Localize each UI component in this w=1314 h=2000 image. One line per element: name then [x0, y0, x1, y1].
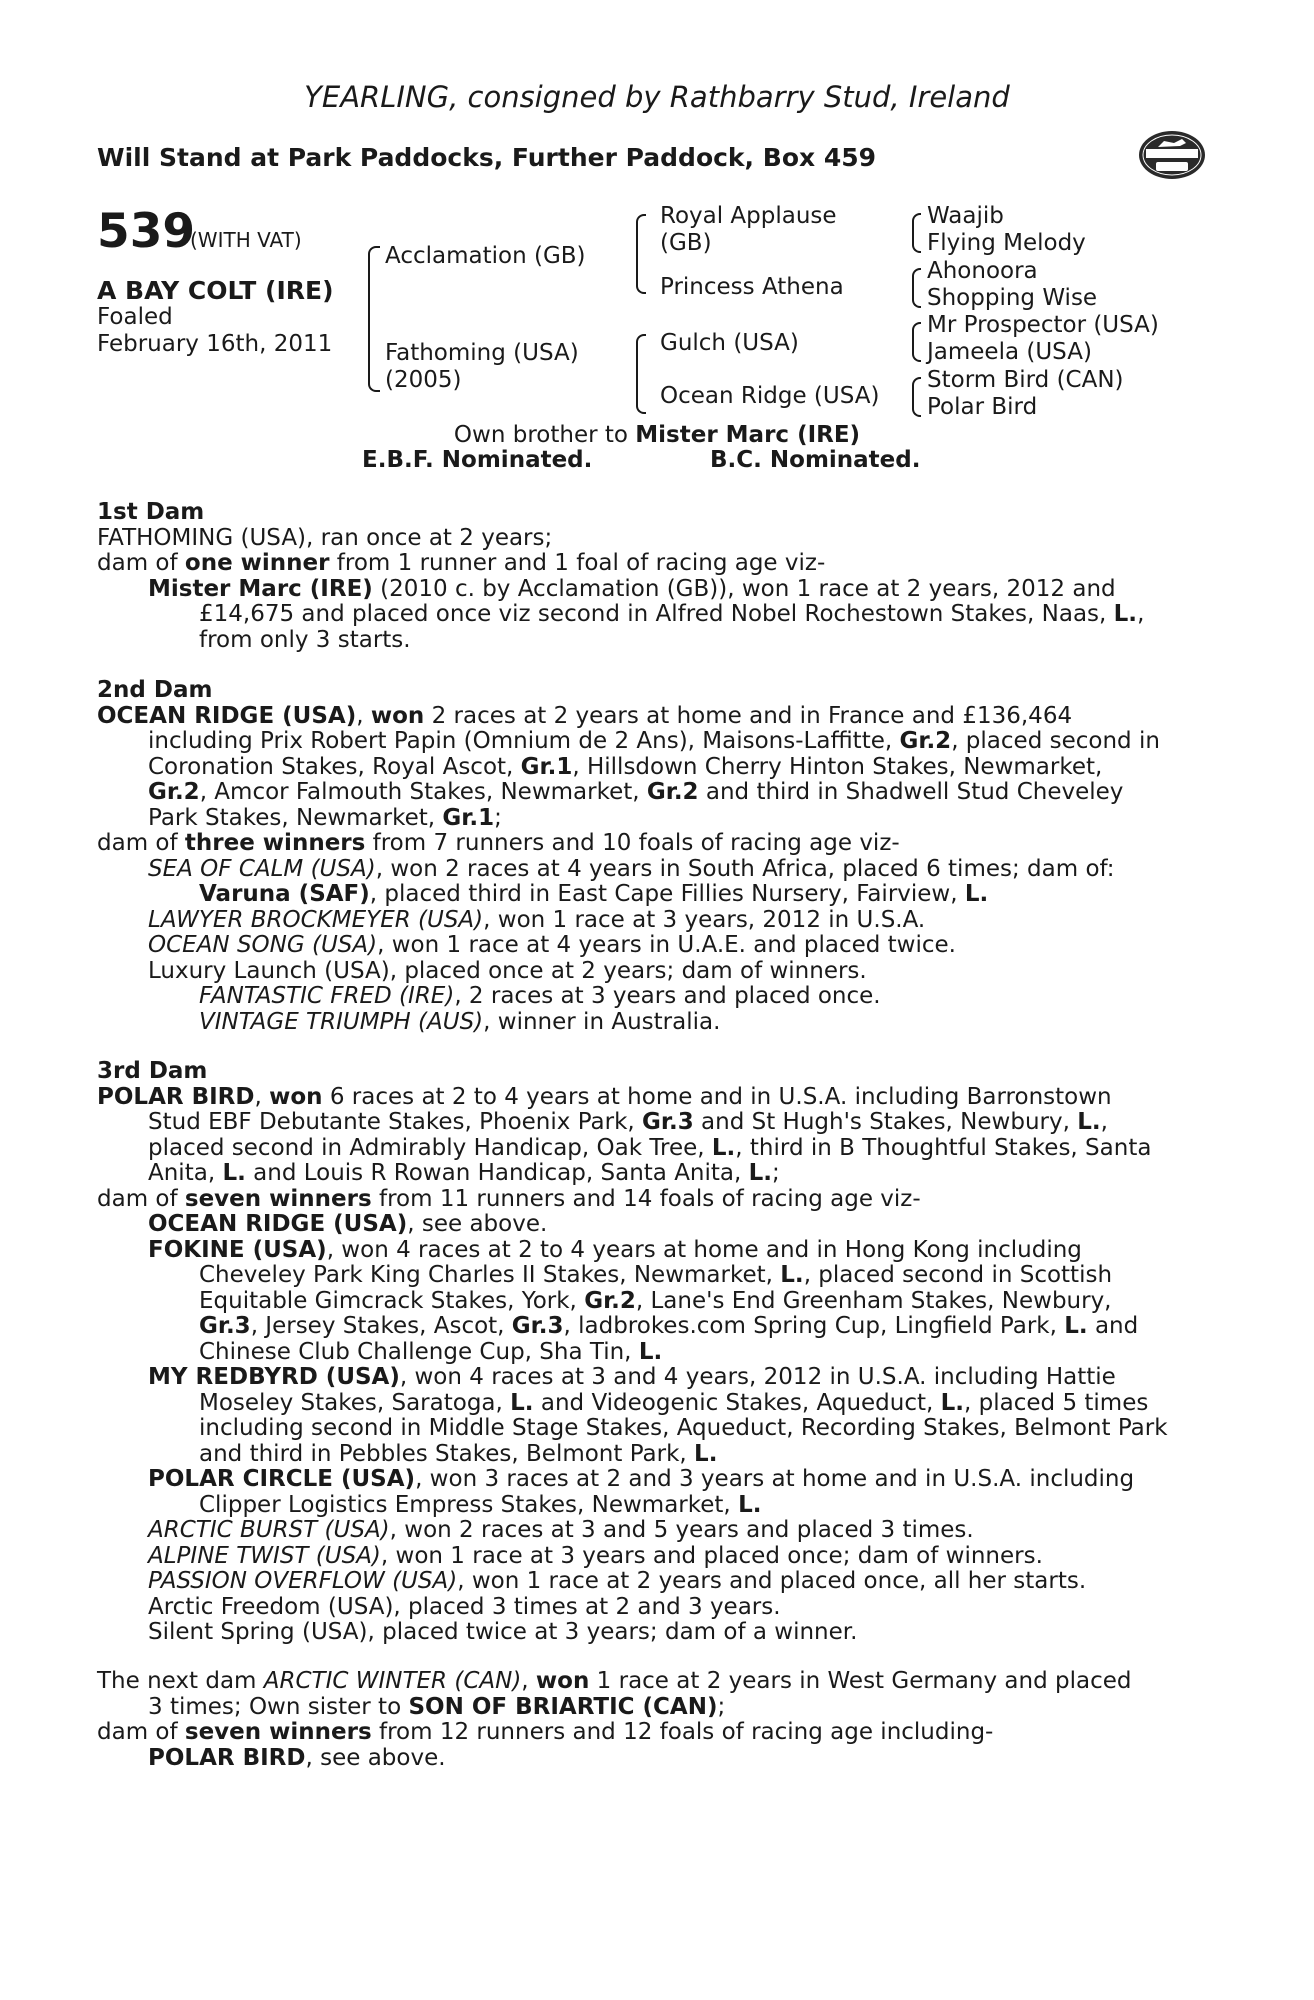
pedigree-dam-sire: Gulch (USA) [660, 330, 799, 356]
third-dam-section [97, 1059, 1168, 1646]
second-dam-line: Varuna (SAF), placed third in East Cape Fillies Nursery, Fairview, L. [199, 881, 989, 907]
first-dam-line: dam of one winner from 1 runner and 1 foal of racing age viz- [97, 550, 826, 576]
third-dam-line: ARCTIC BURST (USA), won 2 races at 3 and 5 years and placed 3 times. [148, 1517, 974, 1543]
third-dam-line: Stud EBF Debutante Stakes, Phoenix Park, Gr.3 and St Hugh's Stakes, Newbury, L., [148, 1109, 1108, 1135]
lot-number: 539 [97, 204, 196, 259]
first-dam-line: Mister Marc (IRE) (2010 c. by Acclamation (GB)), won 1 race at 2 years, 2012 and [148, 575, 1116, 602]
ebf-nominated: E.B.F. Nominated. [362, 447, 593, 473]
third-dam-line: dam of seven winners from 11 runners and 14 foals of racing age viz- [97, 1185, 921, 1212]
bracket-gen3-3 [912, 322, 921, 362]
pedigree-sire-dam: Princess Athena [660, 274, 844, 300]
pedigree-dss: Mr Prospector (USA) [927, 312, 1159, 338]
second-dam-line: VINTAGE TRIUMPH (AUS), winner in Australia. [199, 1008, 721, 1035]
second-dam-line: Coronation Stakes, Royal Ascot, Gr.1, Hillsdown Cherry Hinton Stakes, Newmarket, [148, 753, 1103, 780]
foaled-info [97, 304, 332, 358]
third-dam-line: Clipper Logistics Empress Stakes, Newmarket, L. [199, 1491, 762, 1518]
third-dam-line: Moseley Stakes, Saratoga, L. and Videogenic Stakes, Aqueduct, L., placed 5 times [199, 1389, 1149, 1416]
third-dam-line: and third in Pebbles Stakes, Belmont Park, L. [199, 1440, 718, 1467]
third-dam-line: FOKINE (USA), won 4 races at 2 to 4 years at home and in Hong Kong including [148, 1236, 1082, 1263]
second-dam-heading: 2nd Dam [97, 677, 213, 703]
yearling-bonus-badge-icon [1138, 129, 1206, 181]
first-dam-line: FATHOMING (USA), ran once at 2 years; [97, 524, 553, 551]
second-dam-line: OCEAN RIDGE (USA), won 2 races at 2 years at home and in France and £136,464 [97, 702, 1073, 729]
third-dam-line: POLAR CIRCLE (USA), won 3 races at 2 and 3 years at home and in U.S.A. including [148, 1466, 1135, 1492]
third-dam-line: including second in Middle Stage Stakes, Aqueduct, Recording Stakes, Belmont Park [199, 1415, 1168, 1441]
foaled-date: February 16th, 2011 [97, 331, 333, 357]
first-dam-section [97, 500, 1144, 653]
bracket-gen2-top [636, 214, 646, 294]
third-dam-line: Silent Spring (USA), placed twice at 3 years; dam of a winner. [148, 1619, 858, 1645]
pedigree-sire-sire: Royal Applause (GB) [660, 203, 837, 256]
pedigree-sds: Ahonoora [927, 258, 1038, 284]
first-dam-line: from only 3 starts. [199, 626, 411, 653]
third-dam-line: Anita, L. and Louis R Rowan Handicap, Santa Anita, L.; [148, 1160, 780, 1186]
vat-note: (WITH VAT) [190, 228, 302, 252]
pedigree-ssd: Flying Melody [927, 230, 1086, 256]
second-dam-line: Park Stakes, Newmarket, Gr.1; [148, 804, 502, 831]
third-dam-line: Chinese Club Challenge Cup, Sha Tin, L. [199, 1338, 663, 1365]
foaled-label: Foaled [97, 304, 173, 330]
bracket-gen1 [368, 246, 380, 392]
next-dam-line: POLAR BIRD, see above. [148, 1744, 446, 1771]
second-dam-line: Luxury Launch (USA), placed once at 2 years; dam of winners. [148, 957, 867, 984]
pedigree-dam: Fathoming (USA) (2005) [385, 340, 579, 393]
bracket-gen2-bottom [636, 334, 646, 414]
third-dam-line: Gr.3, Jersey Stakes, Ascot, Gr.3, ladbrokes.com Spring Cup, Lingfield Park, L. and [199, 1313, 1139, 1339]
own-brother-note: Own brother to Mister Marc (IRE) [453, 422, 861, 448]
third-dam-line: POLAR BIRD, won 6 races at 2 to 4 years at home and in U.S.A. including Barronstown [97, 1083, 1112, 1110]
bracket-gen3-2 [912, 268, 921, 308]
pedigree-dds: Storm Bird (CAN) [927, 367, 1124, 393]
third-dam-line: Arctic Freedom (USA), placed 3 times at 2 and 3 years. [148, 1593, 781, 1620]
second-dam-line: SEA OF CALM (USA), won 2 races at 4 years in South Africa, placed 6 times; dam of: [148, 855, 1115, 882]
third-dam-line: OCEAN RIDGE (USA), see above. [148, 1211, 548, 1237]
third-dam-line: Cheveley Park King Charles II Stakes, Newmarket, L., placed second in Scottish [199, 1262, 1113, 1288]
pedigree-sire: Acclamation (GB) [385, 243, 586, 269]
next-dam-section [97, 1669, 1131, 1771]
third-dam-line: placed second in Admirably Handicap, Oak Tree, L., third in B Thoughtful Stakes, Santa [148, 1134, 1152, 1161]
next-dam-line: 3 times; Own sister to SON OF BRIARTIC (CAN); [148, 1693, 726, 1720]
racing-post-bonus-logo [1138, 129, 1206, 187]
first-dam-line: £14,675 and placed once viz second in Alfred Nobel Rochestown Stakes, Naas, L., [199, 601, 1145, 627]
second-dam-line: Gr.2, Amcor Falmouth Stakes, Newmarket, Gr.2 and third in Shadwell Stud Cheveley [148, 779, 1124, 805]
third-dam-line: Equitable Gimcrack Stakes, York, Gr.2, Lane's End Greenham Stakes, Newbury, [199, 1287, 1112, 1314]
first-dam-heading: 1st Dam [97, 499, 205, 525]
second-dam-line: including Prix Robert Papin (Omnium de 2 Ans), Maisons-Laffitte, Gr.2, placed second in [148, 728, 1160, 754]
next-dam-line: The next dam ARCTIC WINTER (CAN), won 1 race at 2 years in West Germany and placed [97, 1668, 1132, 1694]
pedigree-dsd: Jameela (USA) [927, 339, 1092, 365]
second-dam-line: FANTASTIC FRED (IRE), 2 races at 3 years and placed once. [199, 983, 881, 1009]
stand-location: Will Stand at Park Paddocks, Further Paddock, Box 459 [97, 143, 877, 172]
pedigree-sss: Waajib [927, 203, 1004, 229]
pedigree-sdd: Shopping Wise [927, 285, 1098, 311]
third-dam-line: ALPINE TWIST (USA), won 1 race at 3 years and placed once; dam of winners. [148, 1542, 1043, 1569]
pedigree-ddd: Polar Bird [927, 394, 1038, 420]
page-title: YEARLING, consigned by Rathbarry Stud, Ireland [304, 80, 1010, 114]
lot-name: A BAY COLT (IRE) [97, 276, 334, 305]
bracket-gen3-4 [912, 377, 921, 417]
pedigree-dam-dam: Ocean Ridge (USA) [660, 383, 880, 409]
bc-nominated: B.C. Nominated. [710, 447, 921, 473]
third-dam-heading: 3rd Dam [97, 1058, 208, 1084]
second-dam-section [97, 678, 1160, 1035]
third-dam-line: MY REDBYRD (USA), won 4 races at 3 and 4 years, 2012 in U.S.A. including Hattie [148, 1364, 1116, 1390]
second-dam-line: dam of three winners from 7 runners and 10 foals of racing age viz- [97, 830, 900, 856]
bracket-gen3-1 [912, 213, 921, 253]
second-dam-line: LAWYER BROCKMEYER (USA), won 1 race at 3 years, 2012 in U.S.A. [148, 906, 926, 933]
next-dam-line: dam of seven winners from 12 runners and 12 foals of racing age including- [97, 1719, 994, 1745]
second-dam-line: OCEAN SONG (USA), won 1 race at 4 years in U.A.E. and placed twice. [148, 932, 956, 958]
third-dam-line: PASSION OVERFLOW (USA), won 1 race at 2 years and placed once, all her starts. [148, 1568, 1087, 1594]
